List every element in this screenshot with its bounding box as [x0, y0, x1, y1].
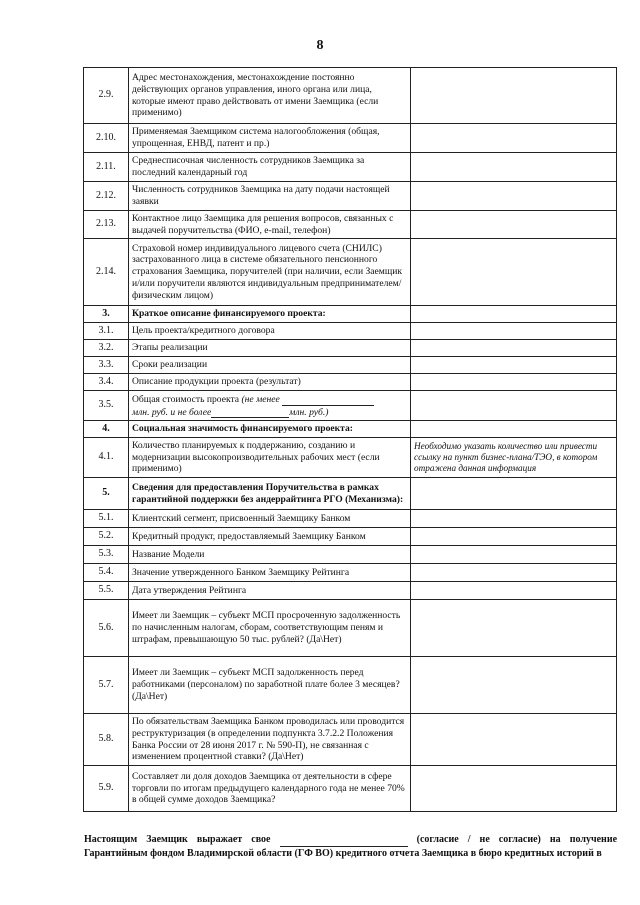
row-value-field[interactable] — [411, 68, 617, 124]
table-row — [84, 600, 617, 657]
row-description: Цель проекта/кредитного договора — [129, 323, 411, 340]
row-description: Дата утверждения Рейтинга — [129, 582, 411, 600]
row-value-field[interactable] — [411, 124, 617, 153]
table-row — [84, 438, 617, 478]
table-row — [84, 391, 617, 421]
row-number: 5.4. — [84, 564, 129, 582]
row-number: 2.9. — [84, 68, 129, 124]
table-row — [84, 323, 617, 340]
table-row — [84, 239, 617, 306]
table-row — [84, 340, 617, 357]
table-row — [84, 68, 617, 124]
row-number: 3.3. — [84, 357, 129, 374]
row-description: Клиентский сегмент, присвоенный Заемщику Банком — [129, 510, 411, 528]
row-value-field[interactable] — [411, 528, 617, 546]
row-number: 4. — [84, 421, 129, 438]
row-description: Кредитный продукт, предоставляемый Заемщику Банком — [129, 528, 411, 546]
row-number: 5. — [84, 478, 129, 510]
row-number: 2.14. — [84, 239, 129, 306]
row-description: Имеет ли Заемщик – субъект МСП просроченную задолженность по начисленным налогам, сборам, соответствующим пеням и штрафам, превышающую 50 тыс. рублей? (Да\Нет) — [129, 600, 411, 657]
page-number: 8 — [316, 38, 324, 53]
row-value-field[interactable] — [411, 657, 617, 714]
row-value-field[interactable] — [411, 340, 617, 357]
table-row — [84, 182, 617, 211]
row-value-field[interactable] — [411, 306, 617, 323]
row-value-field[interactable] — [411, 600, 617, 657]
row-description — [129, 391, 411, 421]
row-description: Этапы реализации — [129, 340, 411, 357]
row-number: 5.8. — [84, 714, 129, 766]
cost-unit: млн. руб.) — [289, 406, 329, 418]
cost-max-hint: млн. руб. и не более — [132, 406, 212, 418]
row-value-field[interactable] — [411, 510, 617, 528]
row-value-field[interactable] — [411, 564, 617, 582]
row-value-field[interactable] — [411, 211, 617, 239]
table-row — [84, 211, 617, 239]
row-value-field[interactable] — [411, 546, 617, 564]
row-value-field[interactable] — [411, 391, 617, 421]
row-number: 2.10. — [84, 124, 129, 153]
table-row — [84, 374, 617, 391]
consent-blank-field[interactable] — [280, 832, 408, 847]
row-description: Среднесписочная численность сотрудников Заемщика за последний календарный год — [129, 153, 411, 182]
row-number: 5.2. — [84, 528, 129, 546]
row-number: 3.5. — [84, 391, 129, 421]
row-number: 5.5. — [84, 582, 129, 600]
cost-min-field[interactable] — [282, 393, 374, 406]
row-value-field[interactable] — [411, 323, 617, 340]
table-row — [84, 124, 617, 153]
row-number: 5.1. — [84, 510, 129, 528]
row-value-field[interactable] — [411, 153, 617, 182]
row-description: Адрес местонахождения, местонахождение постоянно действующих органов управления, иного органа или лица, которые имеют право действовать от имени Заемщика (если применимо) — [129, 68, 411, 124]
row-number: 3.4. — [84, 374, 129, 391]
row-description: По обязательствам Заемщика Банком проводилась или проводится реструктуризация (в определении подпункта 3.7.2.2 Положения Банка России от 28 июня 2017 г. № 590-П), не связанная с изменением процентной ставки? (Да\Нет) — [129, 714, 411, 766]
row-description: Имеет ли Заемщик – субъект МСП задолженность перед работниками (персоналом) по заработной плате более 3 месяцев? (Да\Нет) — [129, 657, 411, 714]
row-description: Сведения для предоставления Поручительства в рамках гарантийной поддержки без андеррайтинга РГО (Механизма): — [129, 478, 411, 510]
row-hint: Необходимо указать количество или привести ссылку на пункт бизнес-плана/ТЭО, в котором отражена данная информация — [411, 438, 617, 478]
row-description: Численность сотрудников Заемщика на дату подачи настоящей заявки — [129, 182, 411, 211]
row-number: 3. — [84, 306, 129, 323]
row-value-field[interactable] — [411, 239, 617, 306]
section-row — [84, 478, 617, 510]
row-value-field[interactable] — [411, 714, 617, 766]
row-number: 5.3. — [84, 546, 129, 564]
table-row — [84, 564, 617, 582]
table-row — [84, 510, 617, 528]
table-row — [84, 153, 617, 182]
table-row — [84, 582, 617, 600]
row-number: 5.7. — [84, 657, 129, 714]
row-description: Значение утвержденного Банком Заемщику Рейтинга — [129, 564, 411, 582]
row-value-field[interactable] — [411, 478, 617, 510]
row-description: Краткое описание финансируемого проекта: — [129, 306, 411, 323]
row-number: 5.9. — [84, 766, 129, 812]
table-row — [84, 714, 617, 766]
row-description: Применяемая Заемщиком система налогообложения (общая, упрощенная, ЕНВД, патент и пр.) — [129, 124, 411, 153]
cost-min-hint: (не менее — [241, 393, 280, 405]
table-row — [84, 766, 617, 812]
row-value-field[interactable] — [411, 582, 617, 600]
row-value-field[interactable] — [411, 421, 617, 438]
application-form-table — [83, 67, 617, 812]
row-number: 2.13. — [84, 211, 129, 239]
row-number: 4.1. — [84, 438, 129, 478]
row-description: Описание продукции проекта (результат) — [129, 374, 411, 391]
table-row — [84, 528, 617, 546]
row-number: 2.11. — [84, 153, 129, 182]
section-row — [84, 306, 617, 323]
row-description: Социальная значимость финансируемого проекта: — [129, 421, 411, 438]
cost-max-field[interactable] — [211, 406, 289, 419]
row-description: Сроки реализации — [129, 357, 411, 374]
row-number: 5.6. — [84, 600, 129, 657]
row-value-field[interactable] — [411, 766, 617, 812]
row-value-field[interactable] — [411, 357, 617, 374]
row-description: Страховой номер индивидуального лицевого счета (СНИЛС) застрахованного лица в системе обязательного пенсионного страхования Заемщика, поручителей (при наличии, если Заемщик и/или поручители являются индивидуальным предпринимателем/физическим лицом) — [129, 239, 411, 306]
table-row — [84, 546, 617, 564]
consent-text-end: (согласие / не согласие) на получение Гарантийным фондом Владимирской области (ГФ ВО) кредитного отчета Заемщика в бюро кредитных историй в — [84, 834, 618, 859]
row-description: Название Модели — [129, 546, 411, 564]
row-value-field[interactable] — [411, 374, 617, 391]
table-row — [84, 657, 617, 714]
row-value-field[interactable] — [411, 182, 617, 211]
row-description: Контактное лицо Заемщика для решения вопросов, связанных с выдачей поручительства (ФИО, e-mail, телефон) — [129, 211, 411, 239]
consent-paragraph — [84, 832, 617, 861]
row-description: Составляет ли доля доходов Заемщика от деятельности в сфере торговли по итогам предыдущего календарного года не менее 70% в общей сумме доходов Заемщика? — [129, 766, 411, 812]
row-number: 3.1. — [84, 323, 129, 340]
section-row — [84, 421, 617, 438]
row-description: Количество планируемых к поддержанию, созданию и модернизации высокопроизводительных рабочих мест (если применимо) — [129, 438, 411, 478]
table-row — [84, 357, 617, 374]
row-number: 3.2. — [84, 340, 129, 357]
consent-text-start: Настоящим Заемщик выражает свое — [84, 834, 271, 845]
cost-label: Общая стоимость проекта — [132, 393, 240, 405]
row-number: 2.12. — [84, 182, 129, 211]
